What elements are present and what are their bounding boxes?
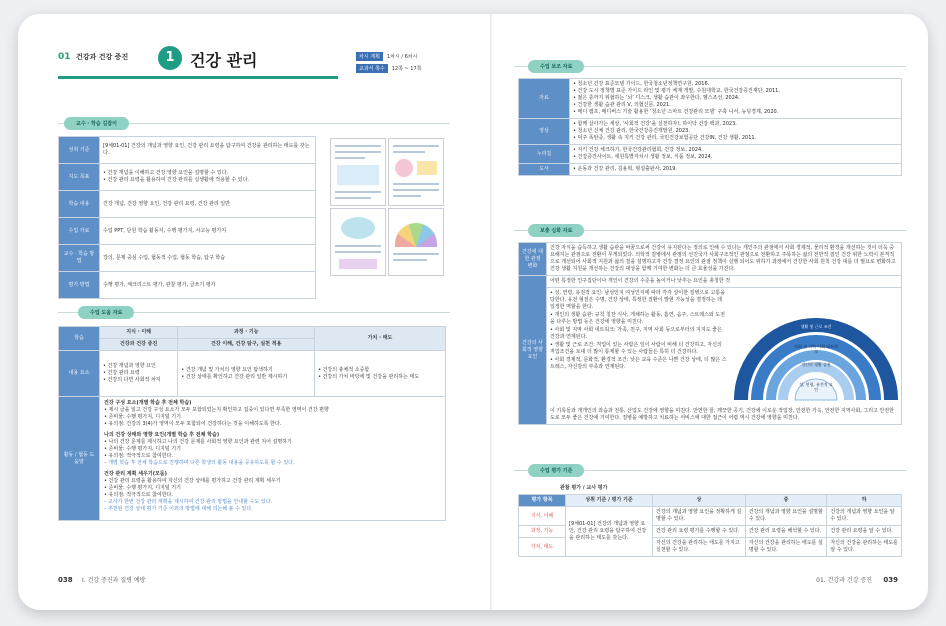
guide-row-text: 수행 평가, 체크리스트 평가, 관찰 평가, 글쓰기 평가	[100, 272, 316, 299]
guide-row	[59, 164, 316, 191]
eval-header: 상	[653, 495, 746, 507]
factor-item: • 성, 연령, 유전적 요인: 남성인지 여성인지에 따라 각각 상이한 질병으로 고통을 당한다. 유전 형질은 수명, 건강 상태, 특정한 질환이 발현 가능성을 결정하는 데 일정한 역할을 한다.	[550, 290, 726, 310]
meta-value: 12쪽 ~ 17쪽	[391, 66, 422, 72]
page-number-left: 038	[58, 576, 73, 584]
factor-item: • 생활 및 근로 조건: 직업이 있는 사람은 일이 사람이 비해 더 건강하고, 자신의 직업조건을 토대 더 많이 통제할 수 있는 사람들은 특히 더 건강하다.	[550, 342, 722, 355]
activity-line: • 준비물: 수행 평가지, 디지털 기기	[104, 446, 181, 452]
guide-row-text: 건강 개념, 건강 영향 요인, 건강 관리 요령, 건강 관리 일반	[100, 191, 316, 218]
supplement-text: • 지키 건강 체크하기, 한국건강관리협회, 건강 정보, 2024. • 건강증진사이트, 세원특별자치시 생활 정보, 식품 정보, 2024.	[570, 145, 902, 164]
guide-row-label: 평가 방법	[59, 272, 100, 299]
section-supp-material: 보충 심화 자료	[528, 224, 584, 237]
diagram-label: 개인의 생활 습관	[801, 362, 831, 367]
guide-row	[59, 272, 316, 299]
eval-criteria: [9체01-01] 건강의 개념과 영향 요인, 건강 관리 요령을 탐구하여 건강을 관리하는 태도를 갖는다.	[566, 507, 653, 557]
guide-row	[59, 191, 316, 218]
right-page	[492, 14, 928, 610]
supplement-row	[519, 145, 902, 164]
supplement-label: 도서	[519, 164, 570, 176]
th-value: 가치 · 태도	[315, 327, 446, 351]
supplement-row	[519, 119, 902, 145]
activity-line: – 교사가 한번 건강 관리 계획을 제시하여 건강 관리 방법을 안내할 수도 있다.	[104, 499, 273, 505]
activity-title: 건강 구성 요소(개별 학습 후 전체 학습)	[104, 400, 192, 406]
activity-block	[104, 432, 354, 467]
activity-line: • 나의 건강 문제를 제시하고 나의 건강 문제를 사회적 영향 요인과 관련 지어 설명하기	[104, 439, 292, 445]
supplement-text: • 운동과 건강 관리, 김용혁, 형설출판사, 2019.	[570, 164, 902, 176]
activity-cell	[100, 397, 446, 521]
guide-row	[59, 218, 316, 245]
guide-row-text: • 건강 개념을 이해하고 건강 영향 요인을 설명할 수 있다. • 건강 관리 요령을 활용하여 건강 관리를 실생활에 적용할 수 있다.	[100, 164, 316, 191]
activity-title: 건강 관리 계획 세우기(모둠)	[104, 471, 167, 477]
section-teach-guide: 교수 · 학습 길잡이	[64, 117, 129, 130]
cell-knowledge: • 건강 개념과 영향 요인 • 건강 관리 요령 • 건강의 다면 사회적 차지	[100, 351, 178, 397]
activity-line: • 준비물: 수행 평가지, 디지털 기기	[104, 414, 181, 420]
activity-line: – 추천된 건강 상태 평가 기준 이외의 방법에 대해 의논해 볼 수 있다.	[104, 506, 253, 512]
row-text: 건강 자식을 습득하고 생활 습관을 바꿈으로써 건강이 유지된다는 정의로 인해 수 있다는 개인주의 관점에서 사회 경제적, 물리적 환경을 개선하는 것이 더욱 중요해지는 관점으로 전환이 무게되었다. 의학적 질병에서 관점의 선진국가 사회구조적인 관점으로 전환하고 주목하는 삶의 전반적 질인 건강 위한 노력이 본격적으로 개선되어 사회적 지원과 삶의 질을 설명하고자 건강 결정 요인의 관점 정책이 실행 되어도 위하기 과정에서 건강한 사회 원칙 건강 대를 더 필요로 변화하고 건강 생활 지원을 개선하는 건강의 대상을 함께 기여한 변화는 더 큰 효율성을 가진다.	[547, 243, 902, 276]
activity-line: • 준비물: 수행 평가지, 디지털 기기	[104, 485, 181, 491]
row-label: 건강에 대한 관점 변화	[519, 243, 547, 276]
diagram-label: 생활 및 근로 조건	[800, 324, 832, 329]
footer-left-text: Ⅰ. 건강 증진과 질병 예방	[82, 577, 146, 584]
meta-tag: 교과서 쪽수	[356, 64, 388, 73]
textbook-thumbnail	[388, 208, 444, 276]
eval-header: 중	[745, 495, 826, 507]
activity-line: • 제시 글을 읽고 건강 구성 요소가 모두 포함되었는지 확인하고 집중이 있다면 부족한 영역이 건강 편향	[104, 407, 329, 413]
guide-row-text: [9체01-01] 건강의 개념과 영향 요인, 건강 관리 요령을 탐구하여 건강을 관리하는 태도를 갖는다.	[100, 137, 316, 164]
eval-row-label: 지식, 이해	[519, 507, 566, 526]
footer-right-text: 01. 건강과 건강 증진	[816, 577, 872, 584]
eval-high: 건강의 개념과 영향 요인을 정확하게 설명할 수 있다.	[653, 507, 746, 526]
eval-row-label: 과정, 기능	[519, 526, 566, 538]
supplement-row	[519, 164, 902, 176]
eval-low: 건강의 개념과 영향 요인을 알 수 있다.	[827, 507, 902, 526]
supp-material-table	[518, 242, 902, 425]
meta-tag: 차시 계획	[356, 52, 383, 61]
eval-row-label: 가치, 태도	[519, 538, 566, 557]
eval-header: 평가 항목	[519, 495, 566, 507]
guide-row-label: 교수 · 학습 방법	[59, 245, 100, 272]
activity-line: • 유의점: 건강의 3(4)가 영역이 모두 포함되어 건강하다는 것을 이해하도록 한다.	[104, 421, 282, 427]
eval-low: 건강 관리 요령을 알 수 있다.	[827, 526, 902, 538]
eval-mid: 자신의 건강을 관리하는 태도를 설명할 수 있다.	[745, 538, 826, 557]
guide-row-label: 지도 목표	[59, 164, 100, 191]
diagram-label: 성, 연령, 유전적 요인	[799, 382, 833, 392]
th-process: 과정 · 기능	[178, 327, 315, 339]
section-eval: 수업 평가 기준	[528, 464, 584, 477]
th-knowledge: 지식 · 이해	[100, 327, 178, 339]
lesson-title: 건강 관리	[190, 51, 258, 70]
factor-item: • 개인의 생활 습관: 규칙 칭찬 식사, 게채하는 활동, 흡연, 음주, 스트레스와 도전을 다루는 방법 등은 건강에 영향을 미친다.	[550, 312, 725, 325]
th-sub-process: 건강 이해, 건강 탐구, 실천 적용	[178, 339, 315, 351]
activity-line: • 유의점: 적극적으로 참여한다.	[104, 492, 173, 498]
social-factor-intro: 어떤 특정한 인구집단이나 개인이 건강의 수준을 높이거나 낮추는 요인을 총칭한 것	[547, 276, 901, 288]
cell-process: • 건강 개념 및 가치의 영향 요인 탐색하기 • 건강 상태를 확인하고 건강 관리 일반 제시하기	[178, 351, 315, 397]
section-lesson-guide: 수업 도움 자료	[78, 306, 134, 319]
supplement-table	[518, 78, 902, 176]
supplement-label: 누리집	[519, 145, 570, 164]
diagram-label: 사회 및 지역 사회 네트워크	[794, 344, 838, 354]
section-supplement: 수업 보조 자료	[528, 60, 584, 73]
eval-mid: 건강 관리 요령을 해석할 수 있다.	[745, 526, 826, 538]
eval-row	[519, 507, 902, 526]
supplement-text: • 함께 살아가는 세상, ‘사회적 건강’을 실천하자!, 하이닥 건강 백과, 2023. • 청소년 신체 건강 관리, 한국건강증진개발원, 2023. • 덕주 폭탄증, 생활 속 지키 건강 관리, 국민건강보험공단 건강IN, 건강 생활, 2011.	[570, 119, 902, 145]
row-label-content: 내용 요소	[59, 351, 100, 397]
supplement-row	[519, 79, 902, 119]
lesson-meta	[356, 52, 422, 76]
eval-mid: 건강의 개념과 영향 요인을 설명할 수 있다.	[745, 507, 826, 526]
supplement-text: • 청소년 건강 표준모델 가이드, 한국청소년정책연구원, 2016. • 건강 도시 정책별 표준 가이드 라인 및 평가 체계 개발, 수원대학교, 한국건강증진재단, 2011. • 젊은 층까지 위협하는 ‘뇌’ 디스크, 생활 습관이 좌우한다, 헬스조선, 2024. • 건강한 생활 습관 관리 V, 의협신문, 2021. • 메디 캠프, 메디버스 기술 활용한 ‘청소년 스마트 건강관리 모델’ 구축 나서, 뉴딩경제, 2020.	[570, 79, 902, 119]
guide-row-label: 수업 자료	[59, 218, 100, 245]
textbook-spread	[18, 14, 928, 610]
cell-value: • 건강의 총체적 소중함 • 건강의 가치 바탕에 및 건강을 관리하는 태도	[315, 351, 446, 397]
activity-line: • 건강 관리 요령을 활용하여 자신의 건강 상태를 평가하고 건강 관리 계획 세우기	[104, 478, 281, 484]
left-page	[18, 14, 490, 610]
social-factor-tail: 이 기록들과 개개인의 과습과 전통, 산업도 건강에 영향을 미친다. 만연한 꿀, 깨끗한 공기, 건강에 이로운 작업장, 안전한 가옥, 안전한 지역사회, 그리고 안전한 도로 모두 좋은 건강에 기여한다. 질병을 예방하고 치료하는 서비스에 대한 접근이 어렵 역시 건강에 영향을 미친다.	[550, 408, 894, 421]
guide-row-label: 학습 내용	[59, 191, 100, 218]
activity-title: 나의 건강 상태와 영향 요인(개별 학습 후 전체 학습)	[104, 432, 220, 438]
eval-high: 자신의 건강을 관리하는 태도를 가지고 실천할 수 있다.	[653, 538, 746, 557]
th-study: 학습	[59, 327, 100, 351]
activity-line: – 개별 학습 후 전체 학습으로 진행하며 다른 학생의 활동 내용을 공유하도록 할 수 있다.	[104, 460, 295, 466]
lesson-number-badge: 1	[158, 46, 182, 70]
title-rule	[58, 76, 338, 79]
activity-block	[104, 400, 354, 428]
page-number-right: 039	[883, 576, 898, 584]
eval-header: 성취 기준 / 평가 기준	[566, 495, 653, 507]
factor-item: • 사회 경제적, 문화적, 환경적 조건: 낮은 교육 수준은 나쁜 건강 상태, 더 많은 스트레스, 자신감의 부족과 연계된다.	[550, 357, 727, 370]
guide-row-text: 수업 PPT, 단원 학습 활동지, 수행 평가지, 사고능 평가지	[100, 218, 316, 245]
guide-row-text: 강의, 문제 중심 수업, 협동적 수업, 협동 학습, 탐구 학습	[100, 245, 316, 272]
rainbow-diagram	[731, 288, 901, 406]
meta-value: 1차시 / 6차시	[386, 54, 418, 60]
eval-table	[518, 494, 902, 557]
supplement-label: 자료	[519, 79, 570, 119]
guide-row-label: 성취 기준	[59, 137, 100, 164]
textbook-thumbnail	[330, 138, 386, 206]
row-label: 건강의 사회적 영향 요인	[519, 276, 547, 425]
supplement-label: 영상	[519, 119, 570, 145]
guide-row	[59, 137, 316, 164]
social-factor-cell	[547, 276, 902, 425]
chapter-number: 01	[58, 52, 71, 62]
diagram-label: 사회 경제적, 문화적, 환경적 조건	[787, 300, 845, 305]
eval-high: 건강 관리 요령 평가를 수행할 수 있다.	[653, 526, 746, 538]
chapter-name: 건강과 건강 증진	[76, 53, 129, 61]
guide-row	[59, 245, 316, 272]
teaching-guide-table	[58, 136, 316, 299]
factor-item: • 사회 및 지역 사회 네트워크: 가족, 친구, 지역 사회 등으로부터의 지지도 좋은 건강과 연계된다.	[550, 327, 722, 340]
activity-line: • 유의점: 적극적으로 참여한다.	[104, 453, 173, 459]
eval-header: 하	[827, 495, 902, 507]
textbook-thumbnail	[388, 138, 444, 206]
eval-subtitle: 관찰 평가 / 교사 평가	[560, 485, 608, 491]
activity-block	[104, 471, 354, 513]
eval-low: 자신의 건강을 관리하는 태도를 알 수 있다.	[827, 538, 902, 557]
eval-header-row	[519, 495, 902, 507]
row-label-activity: 활동 / 협동 도움말	[59, 397, 100, 521]
textbook-thumbnail	[330, 208, 386, 276]
lesson-help-table	[58, 326, 446, 521]
th-sub-knowledge: 건강과 건강 증진	[100, 339, 178, 351]
